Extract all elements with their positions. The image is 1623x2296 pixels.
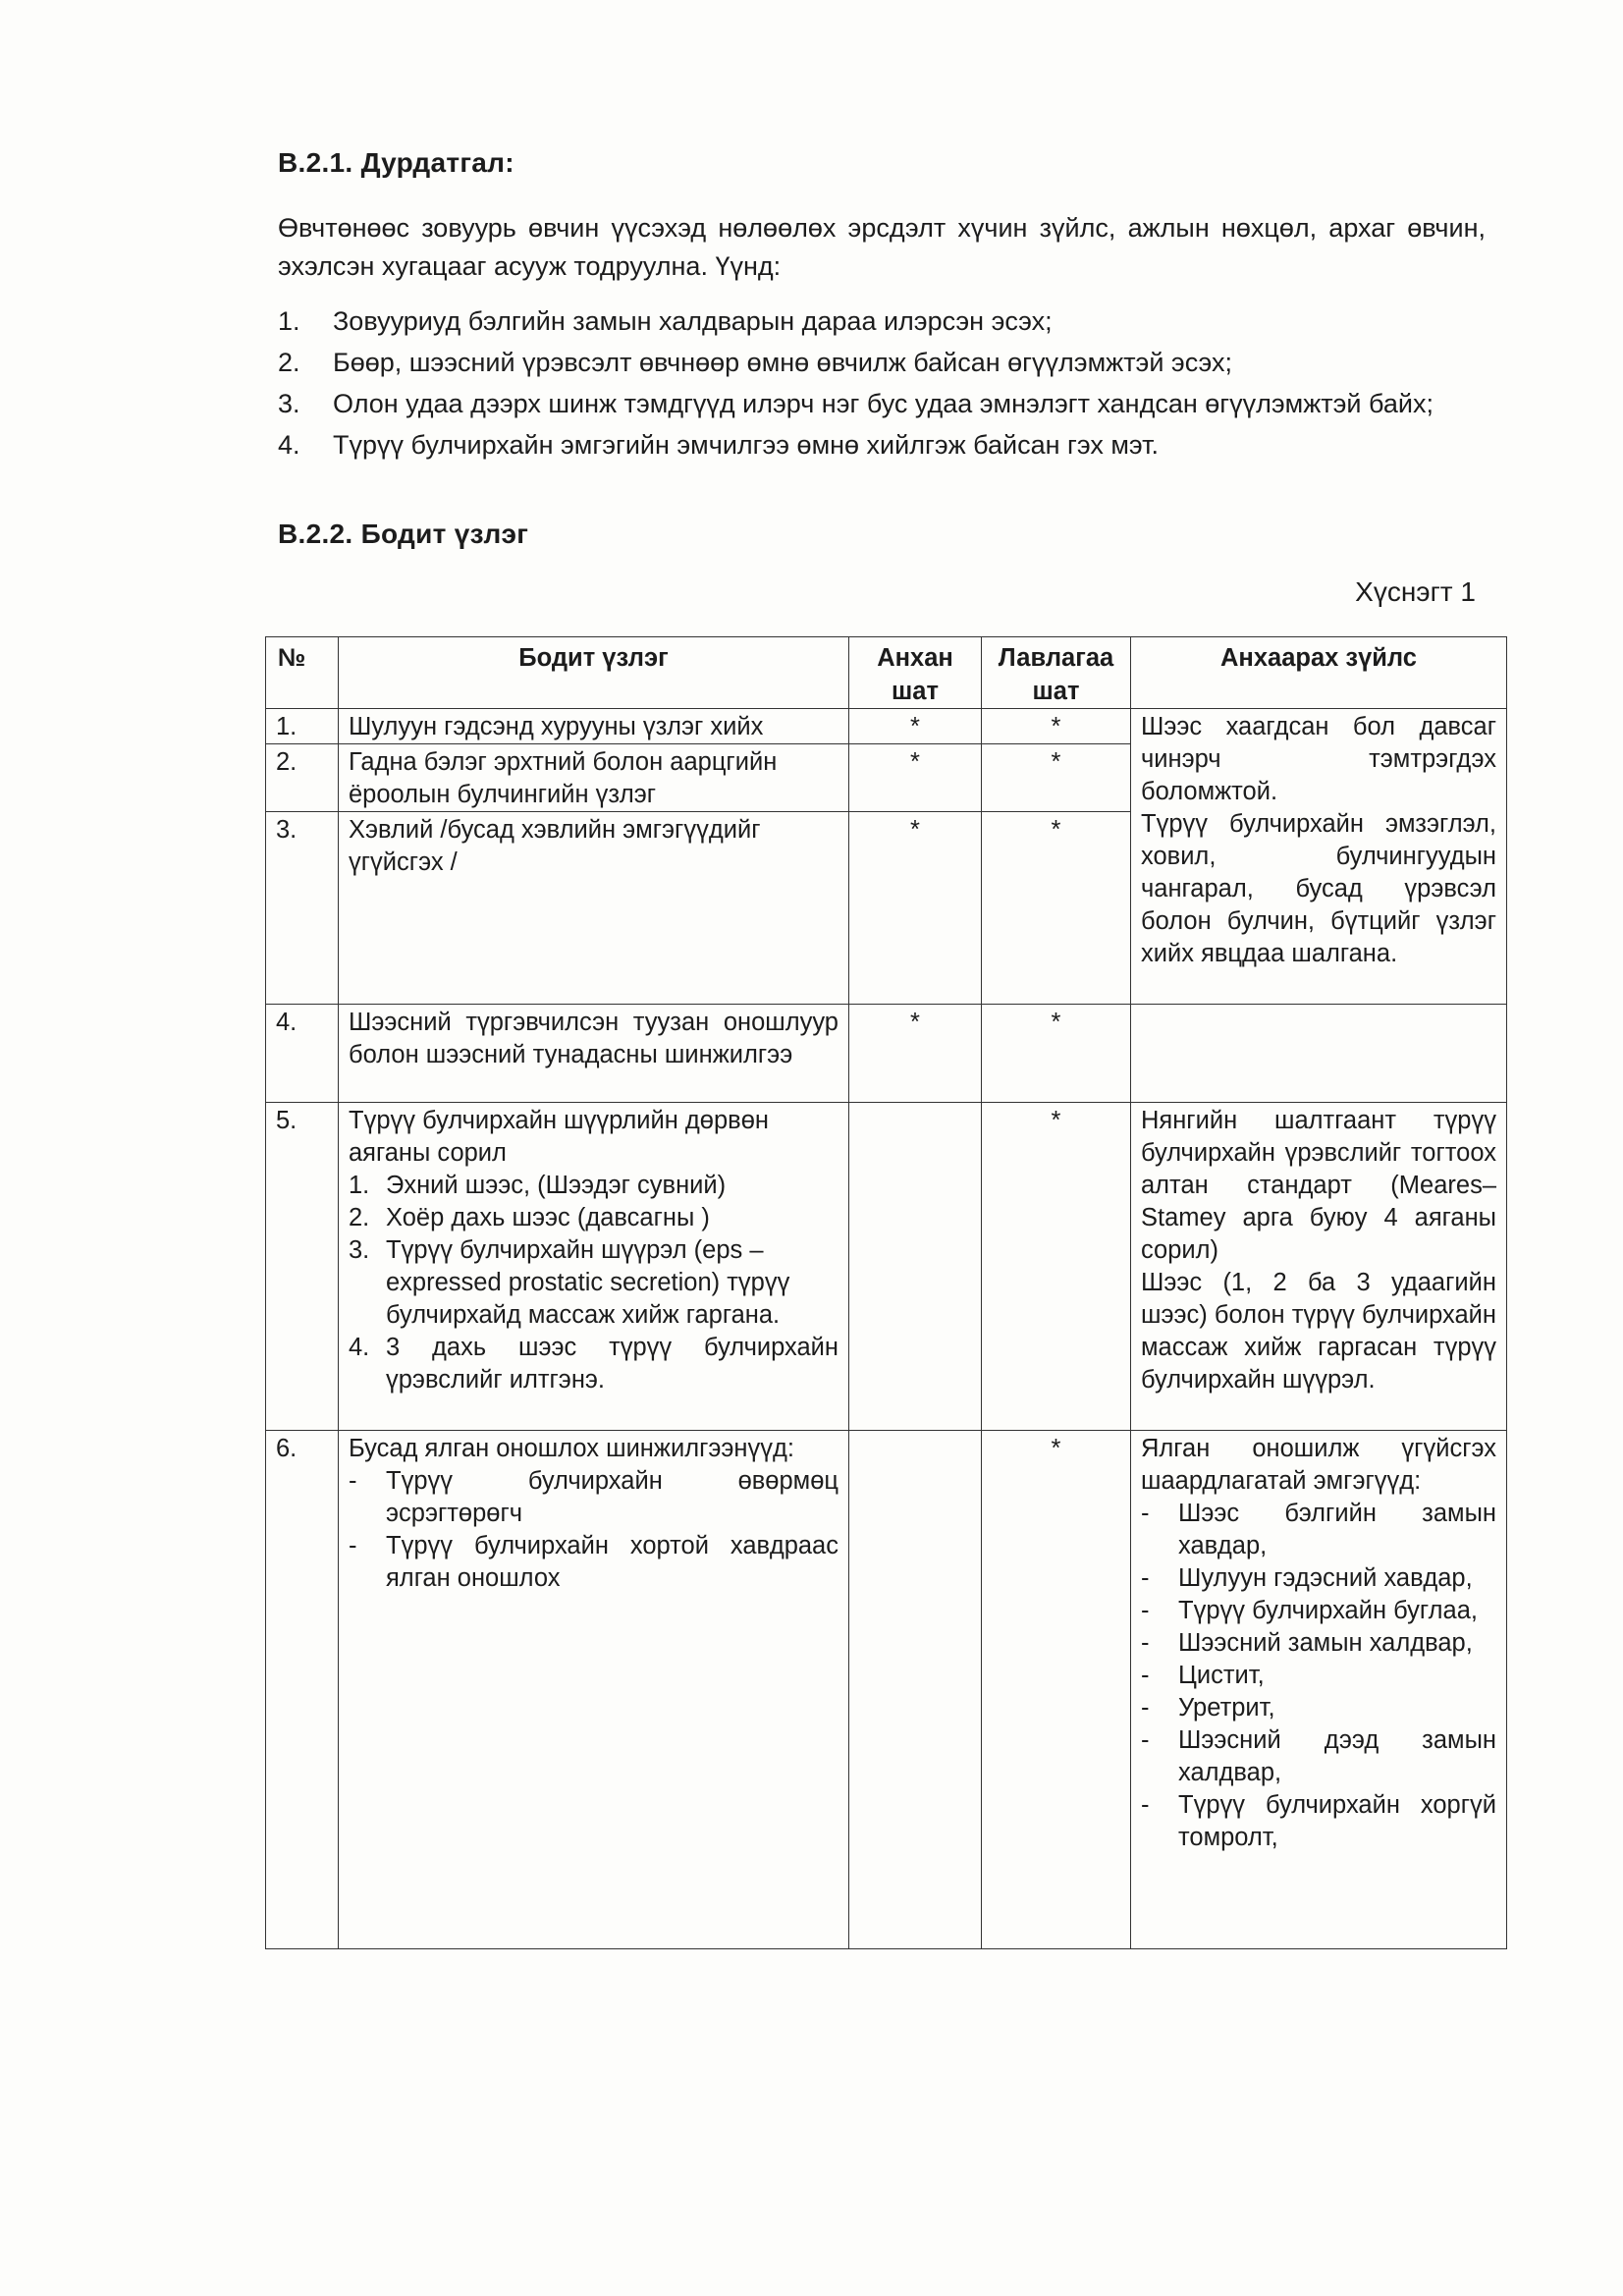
notes-cell: Нянгийн шалтгаант түрүү булчирхайн үрэвслийг тогтоох алтан стандарт (Meares–Stamey арга буюу 4 аяганы сорил) Шээс (1, 2 ба 3 удаагийн шээс) болон түрүү булчирхайн массаж хийж гаргасан түрүү булчирхайн шүүрэл. <box>1131 1103 1507 1431</box>
exam-table <box>265 636 1507 1949</box>
section-heading-exam: B.2.2. Бодит үзлэг <box>278 519 529 549</box>
list-item: 4. Түрүү булчирхайн эмгэгийн эмчилгээ өмнө хийлгэж байсан гэх мэт. <box>278 430 1159 460</box>
col-header-num: № <box>266 637 339 709</box>
table-row: 2. Гадна бэлэг эрхтний болон аарцгийн ёроолын булчингийн үзлэг * * <box>266 744 1507 812</box>
table-row: 1. Шулуун гэдсэнд хурууны үзлэг хийх * * Шээс хаагдсан бол давсаг чинэрч тэмтрэгдэх боломжтой. Түрүү булчирхайн эмзэглэл, ховил, булчингуудын чангарал, бусад үрэвсэл болон булчин, бүтцийг үзлэг хийх явцдаа шалгана. <box>266 709 1507 744</box>
sub-list: 1. Эхний шээс, (Шээдэг сувний) 2. Хоёр дахь шээс (давсагны ) 3. Түрүү булчирхайн шүүрэл (eps – expressed prostatic secretion) түрүү булчирхайд массаж хийж гаргана. 4. 3 дахь шээс түрүү булчирхайн үрэвслийг илтгэнэ. <box>349 1172 839 1394</box>
table-row: 6. Бусад ялган оношлох шинжилгээнүүд: - Түрүү булчирхайн өвөрмөц эсрэгтөрөгч - Түрүү булчирхайн хортой хавдраас ялган оношлох * Ялган оношилж үгүйсгэх шаардлагатай эмгэгүүд: - Шээс бэлгийн замын хавдар, - Шулуун гэдэсний хавдар, - Түрүү булчирхайн буглаа, - Шээсний замын халдвар, - Цистит, - Уретрит, - Шээсний дээд замын халдвар, - Түрүү булчирхайн хоргүй томролт, <box>266 1431 1507 1949</box>
table-header-row <box>266 637 1507 709</box>
notes-cell: Шээс хаагдсан бол давсаг чинэрч тэмтрэгдэх боломжтой. Түрүү булчирхайн эмзэглэл, ховил, булчингуудын чангарал, бусад үрэвсэл болон булчин, бүтцийг үзлэг хийх явцдаа шалгана. <box>1131 709 1507 1005</box>
table-caption: Хүснэгт 1 <box>1355 576 1476 607</box>
table-row: 4. Шээсний түргэвчилсэн туузан оношлуур болон шээсний тунадасны шинжилгээ * * <box>266 1005 1507 1103</box>
list-item: 2. Бөөр, шээсний үрэвсэлт өвчнөөр өмнө өвчилж байсан өгүүлэмжтэй эсэх; <box>278 348 1232 377</box>
table-row: 3. Хэвлий /бусад хэвлийн эмгэгүүдийг үгүйсгэх / * * <box>266 812 1507 1005</box>
sub-list: - Түрүү булчирхайн өвөрмөц эсрэгтөрөгч - Түрүү булчирхайн хортой хавдраас ялган оношлох <box>349 1467 839 1592</box>
sub-list: - Шээс бэлгийн замын хавдар, - Шулуун гэдэсний хавдар, - Түрүү булчирхайн буглаа, - Шээсний замын халдвар, - Цистит, - Уретрит, - Шээсний дээд замын халдвар, - Түрүү булчирхайн хоргүй томролт, <box>1141 1500 1496 1851</box>
history-intro: Өвчтөнөөс зовуурь өвчин үүсэхэд нөлөөлөх эрсдэлт хүчин зүйлс, ажлын нөхцөл, архаг өвчин, эхэлсэн хугацааг асууж тодруулна. Үүнд: <box>278 213 1486 281</box>
col-header-primary: Анхан шат <box>849 637 982 709</box>
section-heading-history: B.2.1. Дурдатгал: <box>278 147 514 178</box>
col-header-notes: Анхаарах зүйлс <box>1131 637 1507 709</box>
notes-cell: Ялган оношилж үгүйсгэх шаардлагатай эмгэгүүд: - Шээс бэлгийн замын хавдар, - Шулуун гэдэсний хавдар, - Түрүү булчирхайн буглаа, - Шээсний замын халдвар, - Цистит, - Уретрит, - Шээсний дээд замын халдвар, - Түрүү булчирхайн хоргүй томролт, <box>1131 1431 1507 1949</box>
list-item: 1. Зовууриуд бэлгийн замын халдварын дараа илэрсэн эсэх; <box>278 306 1053 336</box>
col-header-reference: Лавлагаа шат <box>982 637 1131 709</box>
table-row: 5. Түрүү булчирхайн шүүрлийн дөрвөн аяганы сорил 1. Эхний шээс, (Шээдэг сувний) 2. Хоёр дахь шээс (давсагны ) 3. Түрүү булчирхайн шүүрэл (eps – expressed prostatic secretion) түрүү булчирхайд массаж хийж гаргана. 4. 3 дахь шээс түрүү булчирхайн үрэвслийг илтгэнэ. * Нянгийн шалтгаант түрүү булчирхайн үрэвслийг тогтоох алтан стандарт (Meares–Stamey арга буюу 4 аяганы сорил) Шээс (1, 2 ба 3 удаагийн шээс) болон түрүү булчирхайн массаж хийж гаргасан түрүү булчирхайн шүүрэл. <box>266 1103 1507 1431</box>
col-header-exam: Бодит үзлэг <box>339 637 849 709</box>
history-list <box>278 302 1486 467</box>
list-item: 3. Олон удаа дээрх шинж тэмдгүүд илэрч нэг бус удаа эмнэлэгт хандсан өгүүлэмжтэй байх; <box>278 389 1434 418</box>
